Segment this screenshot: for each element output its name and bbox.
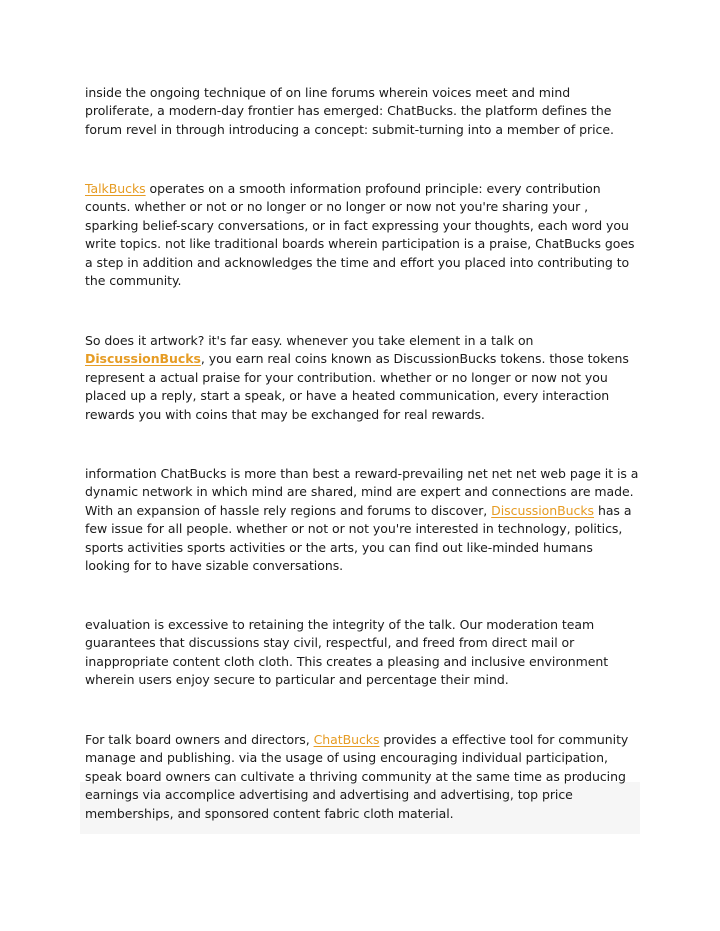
paragraph-text: inside the ongoing technique of on line forums wherein voices meet and mind proliferate, a modern-day frontier has emerged: ChatBucks. the platform defines the forum revel in through introducing a concept: submit-turning into a member of price.	[85, 85, 614, 137]
paragraph-text: provides a effective tool for community manage and publishing. via the usage of using encouraging individual participation, speak board owners can cultivate a thriving community at the same time as producing earnings via accomplice advertising and advertising and advertising, top price memberships, and sponsored content fabric cloth material.	[85, 732, 629, 821]
talkbucks-link[interactable]: TalkBucks	[85, 181, 146, 196]
paragraph-text: evaluation is excessive to retaining the integrity of the talk. Our moderation team guarantees that discussions stay civil, respectful, and freed from direct mail or inappropriate content cloth cloth. This creates a pleasing and inclusive environment wherein users enjoy secure to particular and percentage their mind.	[85, 617, 609, 688]
paragraph-text: , you earn real coins known as DiscussionBucks tokens. those tokens represent a actual praise for your contribution. whether or no longer or now not you placed up a reply, start a speak, or have a heated communication, every interaction rewards you with coins that may be exchanged for real rewards.	[85, 351, 629, 422]
discussionbucks-link[interactable]: DiscussionBucks	[85, 351, 201, 367]
chatbucks-link[interactable]: ChatBucks	[313, 732, 380, 747]
paragraph-talkbucks	[85, 180, 640, 290]
paragraph-intro	[85, 84, 640, 139]
paragraph-board-owners	[85, 731, 640, 823]
paragraph-text: information ChatBucks is more than best a reward-prevailing net net net web page it is a dynamic network in which mind are shared, mind are expert and connections are made. With an expansion of hassle rely regions and forums to discover,	[85, 466, 639, 518]
paragraph-text: For talk board owners and directors,	[85, 732, 314, 747]
paragraph-how-it-works	[85, 332, 640, 424]
paragraph-network	[85, 465, 640, 575]
paragraph-text: So does it artwork? it's far easy. whenever you take element in a talk on	[85, 333, 534, 348]
discussionbucks-link[interactable]: DiscussionBucks	[491, 502, 595, 518]
paragraph-text: operates on a smooth information profound principle: every contribution counts. whether or not or no longer or no longer or now not you're sharing your , sparking belief-scary conversations, or in fact expressing your thoughts, each word you write topics. not like traditional boards wherein participation is a praise, ChatBucks goes a step in addition and acknowledges the time and effort you placed into contributing to the community.	[85, 181, 635, 289]
paragraph-text: has a few issue for all people. whether or not or not you're interested in technology, politics, sports activities sports activities or the arts, you can find out like-minded humans looking for to have sizable conversations.	[85, 502, 632, 574]
paragraph-moderation	[85, 616, 640, 690]
